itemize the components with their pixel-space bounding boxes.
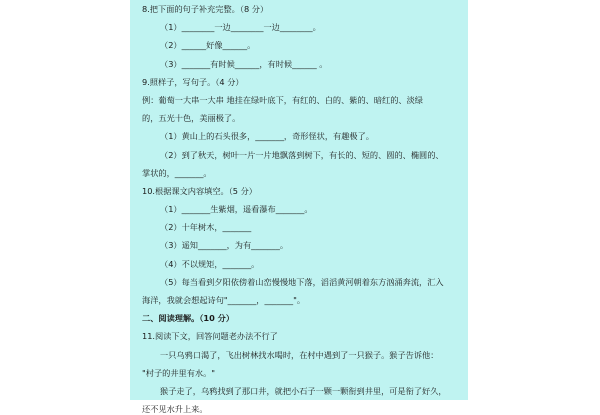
- reading-paragraph-2-line-1: 猴子走了，乌鸦找到了那口井，就把小石子一颗一颗衔到井里，可是衔了好久，: [160, 385, 447, 396]
- question-9-example-line-2: 的，五光十色，美丽极了。: [142, 113, 241, 124]
- question-8-item-3: （3）_______有时候______，有时候______ 。: [160, 58, 328, 69]
- question-9-item-1: （1）黄山上的石头很多，_______，奇形怪状，有趣极了。: [160, 131, 374, 142]
- question-11-title: 11.阅读下文，回答问题老办法不行了: [142, 331, 278, 342]
- reading-paragraph-1-line-1: 一只乌鸦口渴了，飞出树林找水喝时，在村中遇到了一只猴子。猴子告诉他：: [160, 349, 439, 360]
- question-8-title: 8.把下面的句子补充完整。（8 分）: [142, 4, 269, 14]
- question-8-item-1: （1）________一边________一边________。: [160, 22, 321, 33]
- question-10-item-2: （2）十年树木，_______: [160, 222, 252, 233]
- question-9-title: 9.照样子，写句子。（4 分）: [142, 76, 244, 87]
- question-9-item-2-line-2: 掌状的，_______。: [142, 167, 212, 178]
- question-10-item-1: （1）_______生紫烟，遥看瀑布_______。: [160, 204, 313, 215]
- question-10-item-4: （4）不以规矩，_______。: [160, 258, 260, 269]
- question-9-item-2-line-1: （2）到了秋天，树叶一片一片地飘落到树下，有长的、短的、圆的、椭圆的、: [160, 149, 444, 160]
- worksheet-page: [130, 0, 468, 415]
- question-9-example-line-1: 例：葡萄一大串一大串 地挂在绿叶底下，有红的、白的、紫的、暗红的、淡绿: [142, 94, 423, 105]
- section-2-heading: 二、阅读理解。（10 分）: [142, 313, 235, 324]
- question-10-title: 10.根据课文内容填空。（5 分）: [142, 185, 257, 196]
- reading-paragraph-2-line-2: 还不见水升上来。: [142, 404, 208, 415]
- question-8-item-2: （2）______好像______。: [160, 40, 256, 51]
- question-10-item-3: （3）遥知_______，为有_______。: [160, 240, 289, 251]
- question-10-item-5-line-1: （5）每当看到夕阳依傍着山峦慢慢地下落，滔滔黄河朝着东方汹涌奔流，汇入: [160, 276, 444, 287]
- reading-paragraph-1-line-2: "村子的井里有水。": [142, 367, 216, 378]
- question-10-item-5-line-2: 海洋，我就会想起诗句"_______，_______"。: [142, 295, 306, 305]
